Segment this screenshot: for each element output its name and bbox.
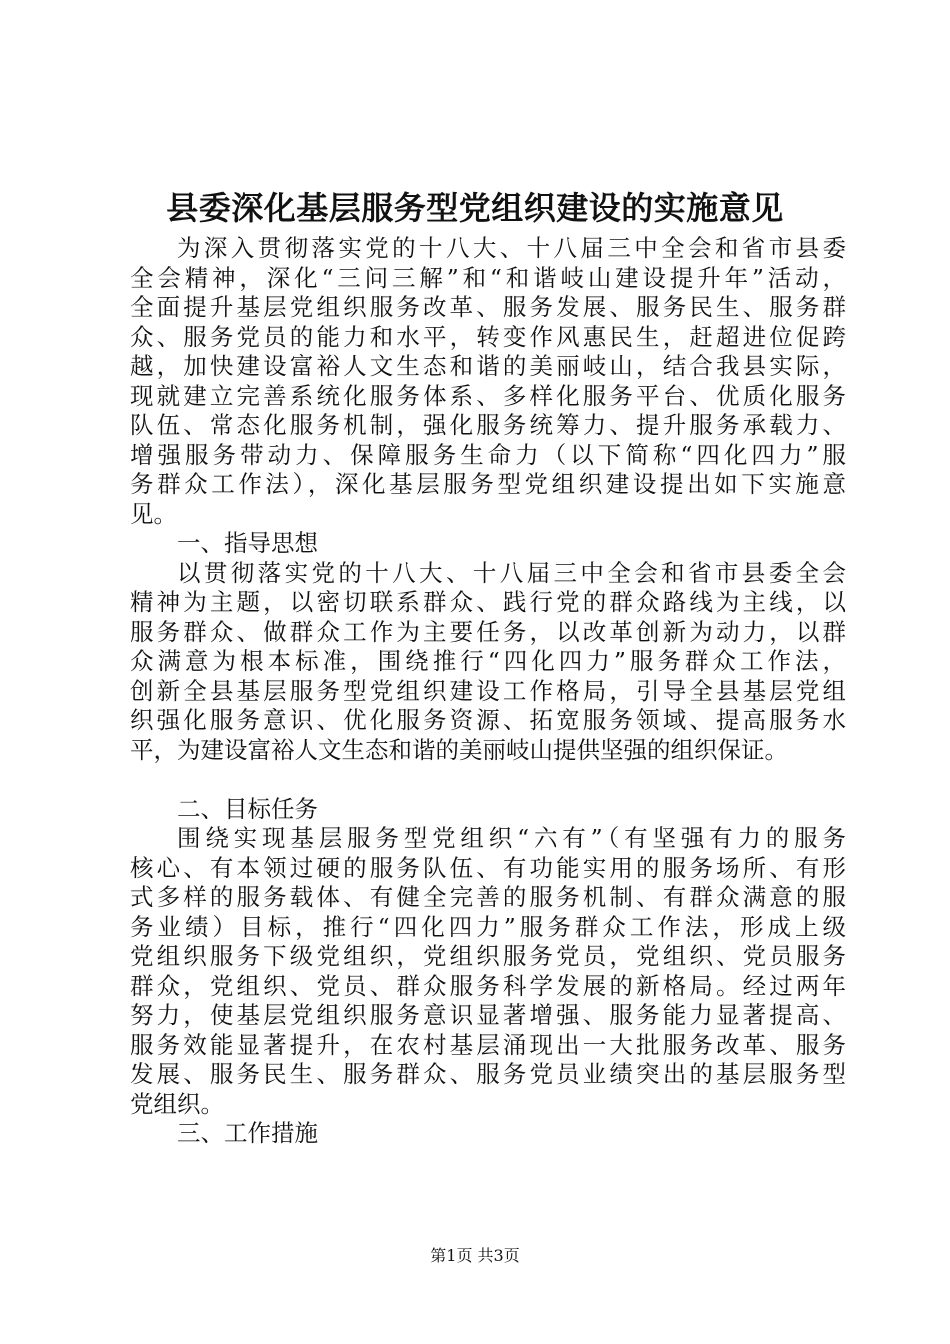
text-line: 创新全县基层服务型党组织建设工作格局，引导全县基层党组 [130, 676, 846, 705]
document-body [130, 234, 846, 1149]
text-line: 精神为主题，以密切联系群众、践行党的群众路线为主线，以 [130, 588, 846, 616]
text-line: 全面提升基层党组织服务改革、服务发展、服务民生、服务群 [130, 293, 846, 321]
text-line: 平，为建设富裕人文生态和谐的美丽岐山提供坚强的组织保证。 [130, 735, 788, 764]
text-line: 群众，党组织、党员、群众服务科学发展的新格局。经过两年 [130, 971, 846, 1000]
page-number-footer: 第1页 共3页 [430, 1246, 520, 1265]
text-line: 服务群众、做群众工作为主要任务，以改革创新为动力，以群 [130, 617, 846, 646]
text-line: 越，加快建设富裕人文生态和谐的美丽岐山，结合我县实际， [130, 352, 846, 380]
paragraph-gap [130, 765, 846, 795]
document-title: 县委深化基层服务型党组织建设的实施意见 [166, 189, 784, 227]
text-line: 队伍、常态化服务机制，强化服务统筹力、提升服务承载力、 [130, 411, 846, 439]
text-line: 众、服务党员的能力和水平，转变作风惠民生，赶超进位促跨 [130, 322, 846, 351]
text-line: 党组织服务下级党组织，党组织服务党员，党组织、党员服务 [130, 942, 846, 970]
text-line: 见。 [130, 499, 177, 528]
text-line: 核心、有本领过硬的服务队伍、有功能实用的服务场所、有形 [130, 853, 846, 882]
text-line: 织强化服务意识、优化服务资源、拓宽服务领域、提高服务水 [130, 706, 846, 734]
text-line: 务业绩）目标，推行“四化四力”服务群众工作法，形成上级 [130, 912, 846, 941]
section-heading: 二、目标任务 [177, 794, 318, 823]
text-line: 围绕实现基层服务型党组织“六有”（有坚强有力的服务 [177, 824, 846, 852]
text-line: 服务效能显著提升，在农村基层涌现出一大批服务改革、服务 [130, 1030, 846, 1059]
text-line: 众满意为根本标准，围绕推行“四化四力”服务群众工作法， [130, 647, 846, 675]
text-line: 务群众工作法），深化基层服务型党组织建设提出如下实施意 [130, 470, 846, 498]
text-line: 发展、服务民生、服务群众、服务党员业绩突出的基层服务型 [130, 1060, 846, 1088]
text-line: 努力，使基层党组织服务意识显著增强、服务能力显著提高、 [130, 1001, 846, 1029]
text-line: 全会精神，深化“三问三解”和“和谐岐山建设提升年”活动， [130, 263, 846, 292]
text-line: 以贯彻落实党的十八大、十八届三中全会和省市县委全会 [177, 558, 846, 587]
section-heading: 一、指导思想 [177, 529, 318, 557]
text-line: 党组织。 [130, 1089, 224, 1118]
text-line: 增强服务带动力、保障服务生命力（以下简称“四化四力”服 [130, 440, 846, 469]
text-line: 现就建立完善系统化服务体系、多样化服务平台、优质化服务 [130, 381, 846, 410]
text-line: 为深入贯彻落实党的十八大、十八届三中全会和省市县委 [177, 234, 846, 262]
section-heading: 三、工作措施 [177, 1119, 318, 1147]
text-line: 式多样的服务载体、有健全完善的服务机制、有群众满意的服 [130, 883, 846, 911]
